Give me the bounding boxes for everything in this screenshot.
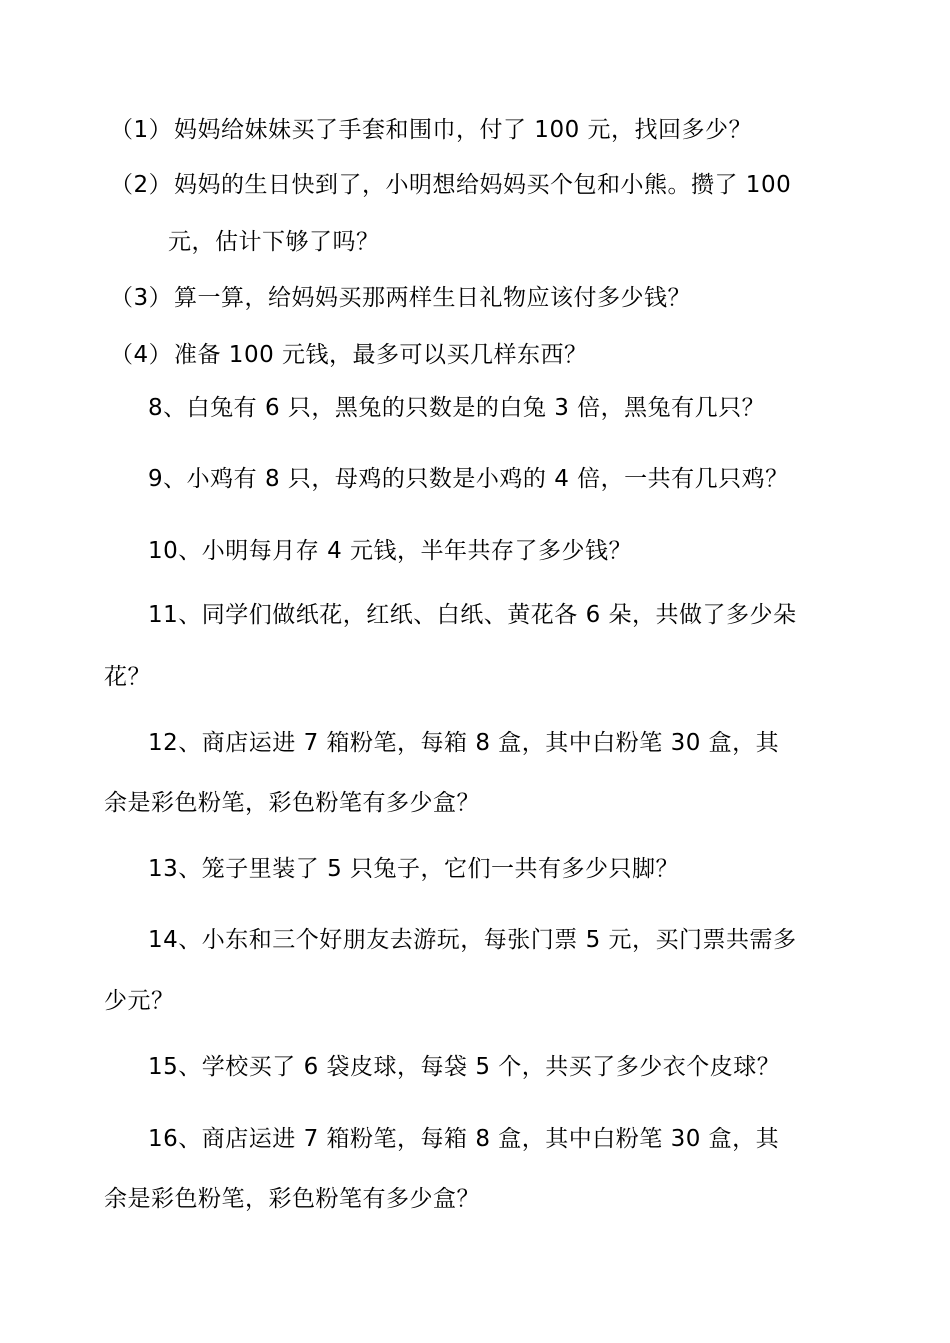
question-9: 9、小鸡有 8 只，母鸡的只数是小鸡的 4 倍，一共有几只鸡？ xyxy=(148,466,789,492)
question-15: 15、学校买了 6 袋皮球，每袋 5 个，共买了多少衣个皮球？ xyxy=(148,1054,781,1080)
question-13: 13、笼子里装了 5 只兔子，它们一共有多少只脚？ xyxy=(148,856,680,882)
sub-question-3 xyxy=(110,283,691,313)
question-10: 10、小明每月存 4 元钱，半年共存了多少钱？ xyxy=(148,538,633,564)
question-11: 11、同学们做纸花，红纸、白纸、黄花各 6 朵，共做了多少朵 xyxy=(148,602,797,628)
sub-question-2-continuation: 元，估计下够了吗？ xyxy=(168,229,380,255)
sub-question-number: （4） xyxy=(110,342,173,368)
question-14: 14、小东和三个好朋友去游玩，每张门票 5 元，买门票共需多 xyxy=(148,927,797,953)
question-11-continuation: 花？ xyxy=(104,664,151,690)
question-12-continuation: 余是彩色粉笔，彩色粉笔有多少盒？ xyxy=(104,790,480,816)
sub-question-2 xyxy=(110,170,791,200)
sub-question-number: （2） xyxy=(110,172,173,198)
sub-question-text: 妈妈给妹妹买了手套和围巾，付了 100 元，找回多少？ xyxy=(174,117,753,143)
sub-question-text: 妈妈的生日快到了，小明想给妈妈买个包和小熊。攒了 100 xyxy=(174,172,792,198)
question-16: 16、商店运进 7 箱粉笔，每箱 8 盒，其中白粉笔 30 盒，其 xyxy=(148,1126,780,1152)
sub-question-text: 准备 100 元钱，最多可以买几样东西？ xyxy=(174,342,588,368)
question-14-continuation: 少元？ xyxy=(104,988,175,1014)
question-16-continuation: 余是彩色粉笔，彩色粉笔有多少盒？ xyxy=(104,1186,480,1212)
question-12: 12、商店运进 7 箱粉笔，每箱 8 盒，其中白粉笔 30 盒，其 xyxy=(148,730,780,756)
sub-question-number: （3） xyxy=(110,285,173,311)
sub-question-number: （1） xyxy=(110,117,173,143)
sub-question-1 xyxy=(110,115,752,145)
sub-question-text: 算一算，给妈妈买那两样生日礼物应该付多少钱？ xyxy=(174,285,691,311)
question-8: 8、白兔有 6 只，黑兔的只数是的白兔 3 倍，黑兔有几只？ xyxy=(148,395,766,421)
sub-question-4 xyxy=(110,340,588,370)
